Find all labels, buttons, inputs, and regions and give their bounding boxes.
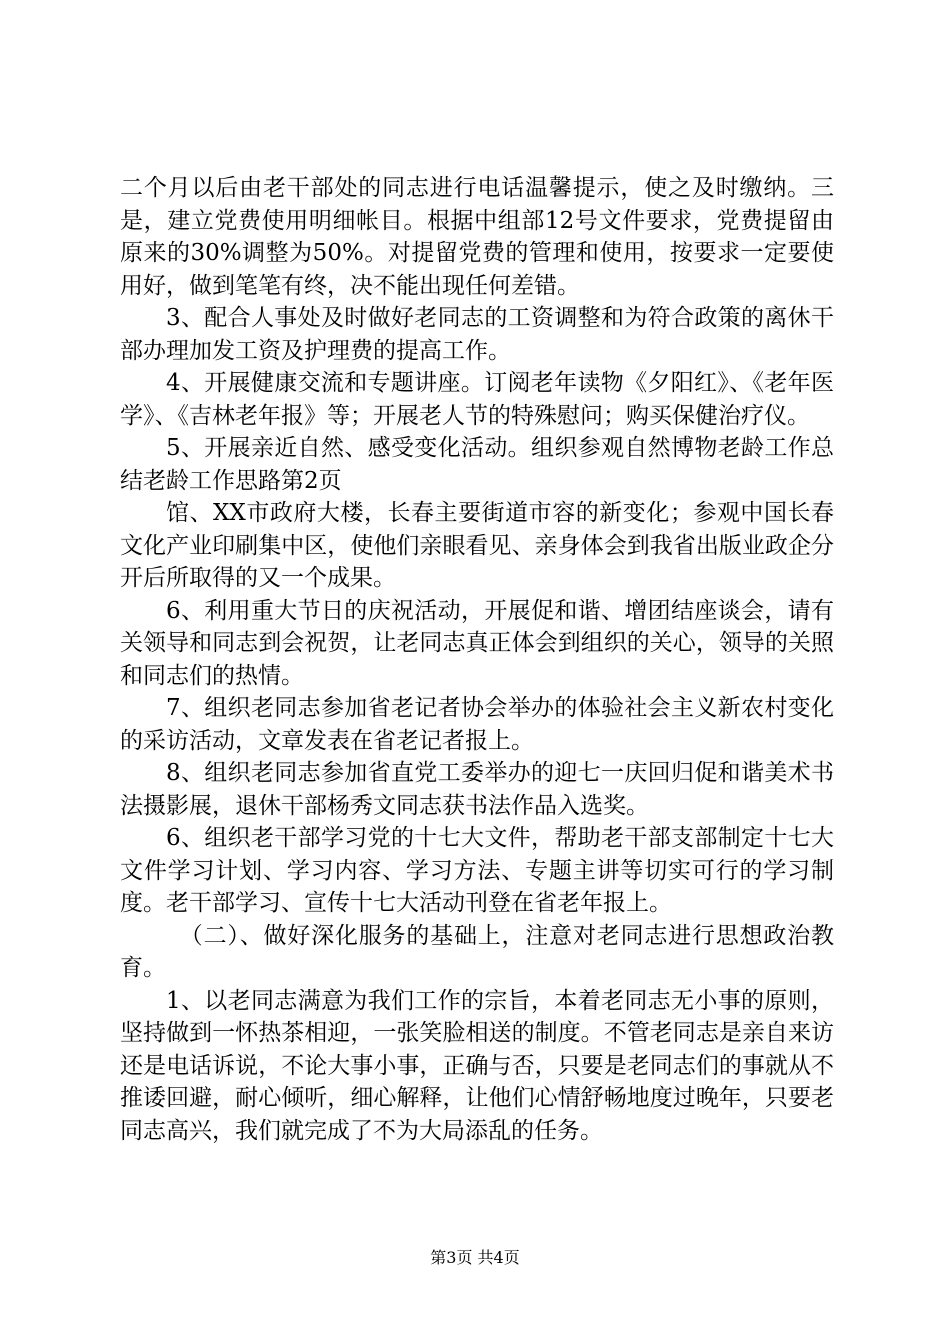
paragraph-continuation: 二个月以后由老干部处的同志进行电话温馨提示，使之及时缴纳。三是，建立党费使用明细帐目。根据中组部12号文件要求，党费提留由原来的30%调整为50%。对提留党费的管理和使用，按要求一定要使用好，做到笔笔有终，决不能出现任何差错。 [120, 175, 834, 299]
paragraph-item-5-continued: 馆、XX市政府大楼，长春主要街道市容的新变化；参观中国长春文化产业印刷集中区，使他们亲眼看见、亲身体会到我省出版业政企分开后所取得的又一个成果。 [120, 500, 834, 591]
paragraph-item-5: 5、开展亲近自然、感受变化活动。组织参观自然博物老龄工作总结老龄工作思路第2页 [120, 435, 834, 494]
paragraph-item-4: 4、开展健康交流和专题讲座。订阅老年读物《夕阳红》、《老年医学》、《吉林老年报》等；开展老人节的特殊慰问；购买保健治疗仪。 [120, 370, 834, 429]
paragraph-item-6-study: 6、组织老干部学习党的十七大文件，帮助老干部支部制定十七大文件学习计划、学习内容、学习方法、专题主讲等切实可行的学习制度。老干部学习、宣传十七大活动刊登在省老年报上。 [120, 825, 834, 916]
page-footer: 第3页 共4页 [430, 1248, 520, 1267]
paragraph-item-3: 3、配合人事处及时做好老同志的工资调整和为符合政策的离休干部办理加发工资及护理费的提高工作。 [120, 305, 834, 364]
paragraph-item-7: 7、组织老同志参加省老记者协会举办的体验社会主义新农村变化的采访活动，文章发表在省老记者报上。 [120, 695, 834, 754]
section-heading-2: （二）、做好深化服务的基础上，注意对老同志进行思想政治教育。 [120, 922, 834, 981]
paragraph-item-8: 8、组织老同志参加省直党工委举办的迎七一庆回归促和谐美术书法摄影展，退休干部杨秀文同志获书法作品入选奖。 [120, 760, 834, 819]
paragraph-item-6: 6、利用重大节日的庆祝活动，开展促和谐、增团结座谈会，请有关领导和同志到会祝贺，让老同志真正体会到组织的关心，领导的关照和同志们的热情。 [120, 597, 834, 689]
document-body [120, 172, 834, 1147]
paragraph-item-1: 1、以老同志满意为我们工作的宗旨，本着老同志无小事的原则，坚持做到一怀热茶相迎，一张笑脸相送的制度。不管老同志是亲自来访还是电话诉说，不论大事小事，正确与否，只要是老同志们的事就从不推诿回避，耐心倾听，细心解释，让他们心情舒畅地度过晚年，只要老同志高兴，我们就完成了不为大局添乱的任务。 [120, 987, 834, 1144]
